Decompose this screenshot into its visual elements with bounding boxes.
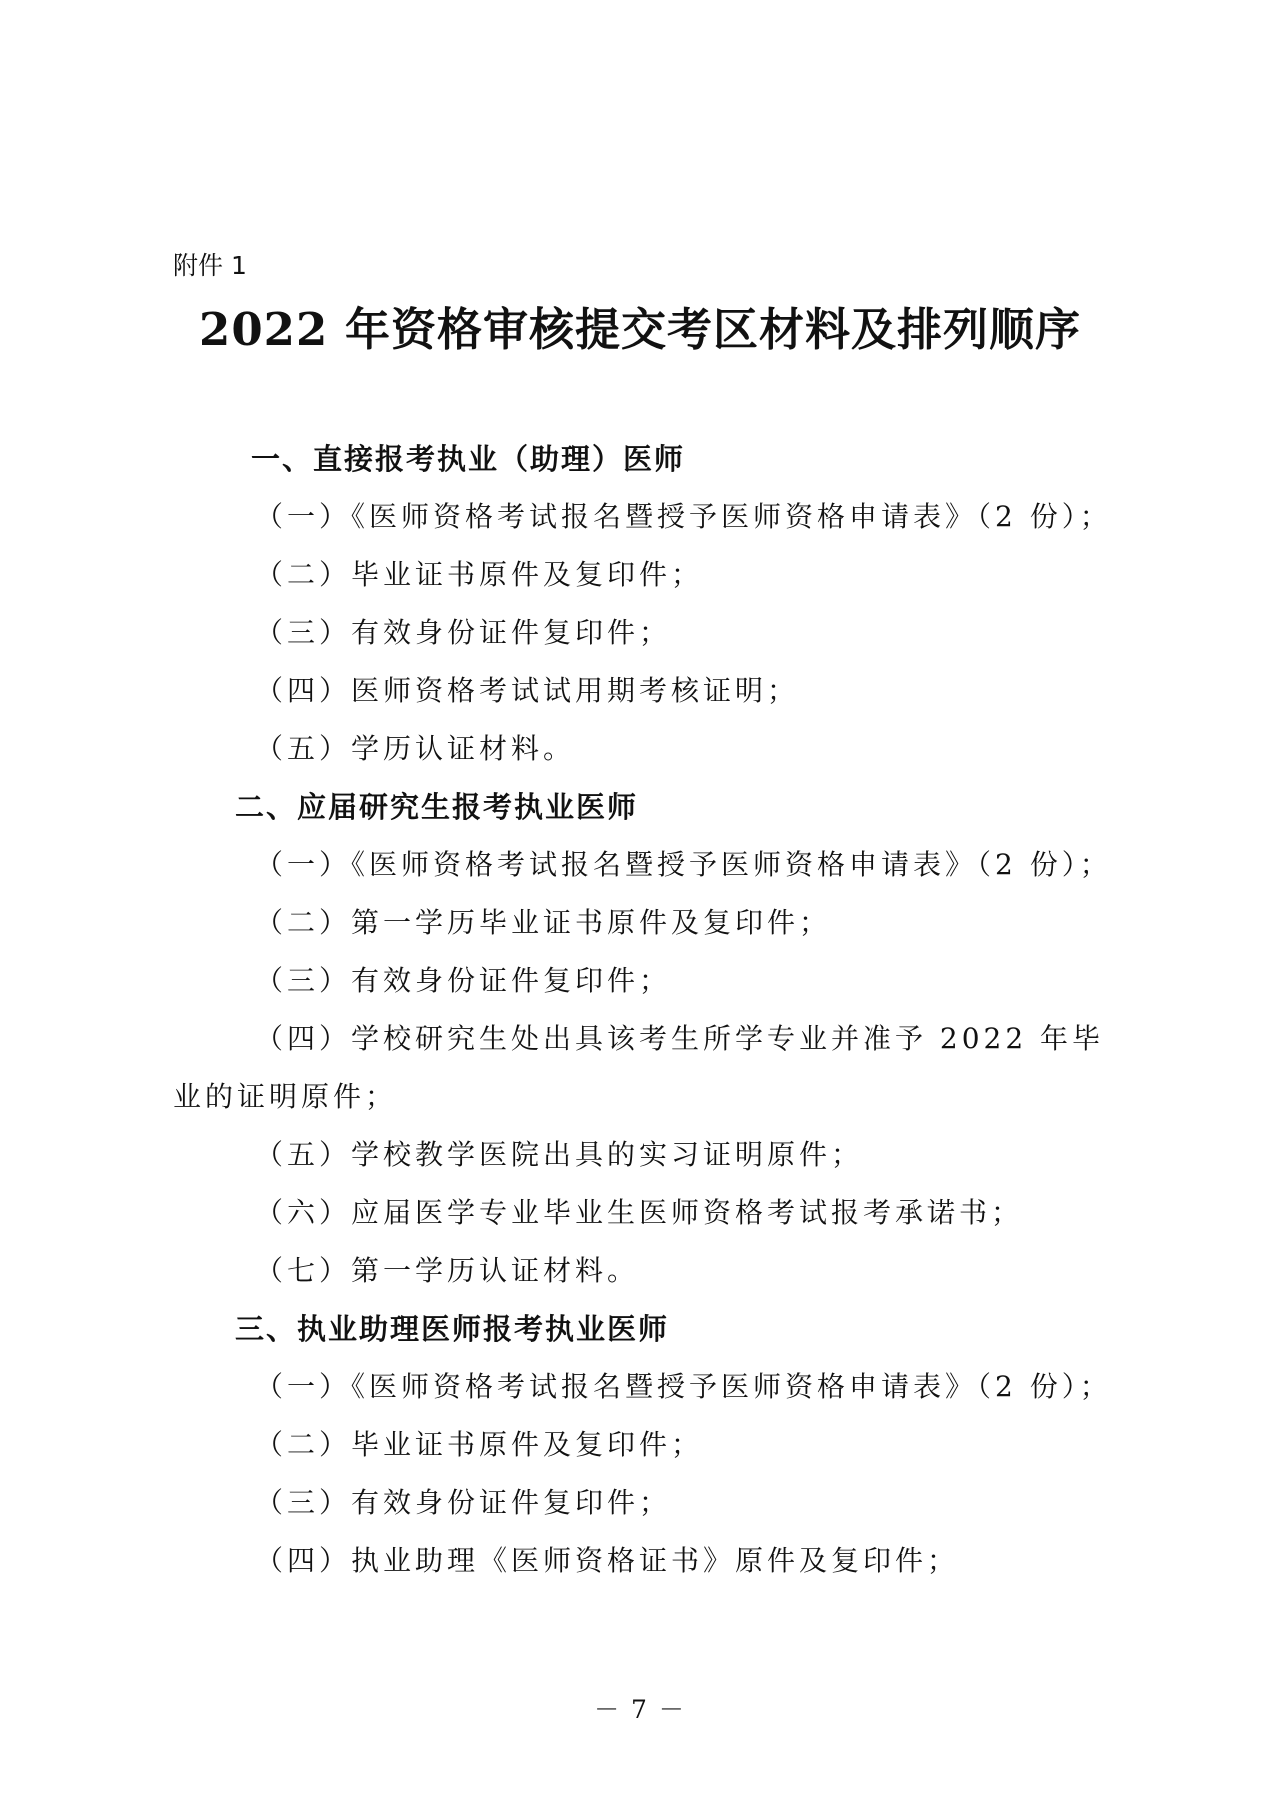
list-item: （三）有效身份证件复印件； [255,1486,672,1519]
page-number: － 7 － [594,1695,686,1724]
document-body [173,430,1133,1590]
list-item: （一）《医师资格考试报名暨授予医师资格申请表》（2 份）； [255,848,1112,881]
list-item: （五）学历认证材料。 [255,732,576,765]
list-item: （四）执业助理《医师资格证书》原件及复印件； [255,1544,960,1577]
section-heading-1: 一、直接报考执业（助理）医师 [251,442,686,476]
list-item: （四）学校研究生处出具该考生所学专业并准予 2022 年毕 [255,1022,1105,1055]
list-item: （四）医师资格考试试用期考核证明； [255,674,800,707]
list-item: （二）毕业证书原件及复印件； [255,558,704,591]
document-title: 2022 年资格审核提交考区材料及排列顺序 [199,303,1081,356]
list-item: （一）《医师资格考试报名暨授予医师资格申请表》（2 份）； [255,500,1112,533]
section-heading-3: 三、执业助理医师报考执业医师 [235,1312,670,1346]
list-item: （二）第一学历毕业证书原件及复印件； [255,906,832,939]
list-item: （七）第一学历认证材料。 [255,1254,640,1287]
list-item: （三）有效身份证件复印件； [255,616,672,649]
list-item: （六）应届医学专业毕业生医师资格考试报考承诺书； [255,1196,1024,1229]
section-heading-2: 二、应届研究生报考执业医师 [235,790,639,824]
list-item: （一）《医师资格考试报名暨授予医师资格申请表》（2 份）； [255,1370,1112,1403]
list-item: （二）毕业证书原件及复印件； [255,1428,704,1461]
attachment-label: 附件 1 [173,251,247,280]
list-item: （三）有效身份证件复印件； [255,964,672,997]
list-item-continuation: 业的证明原件； [173,1080,398,1113]
list-item: （五）学校教学医院出具的实习证明原件； [255,1138,864,1171]
